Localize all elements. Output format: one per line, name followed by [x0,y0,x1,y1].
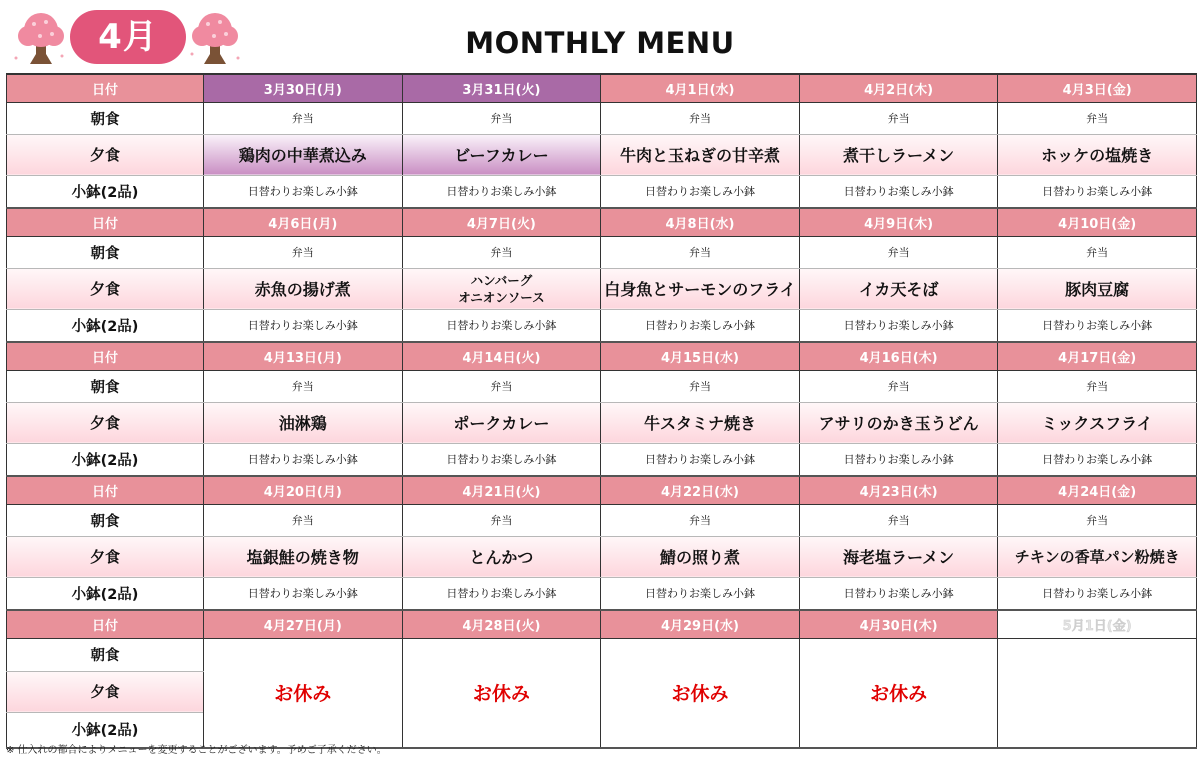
date-row [7,208,1197,236]
dinner-cell: 塩銀鮭の焼き物 [204,536,403,577]
sides-cell: 日替わりお楽しみ小鉢 [402,175,601,208]
sides-cell: 日替わりお楽しみ小鉢 [799,175,998,208]
date-cell: 3月30日(月) [204,74,403,102]
monthly-menu-table [6,73,1197,749]
date-cell: 4月21日(火) [402,476,601,504]
dinner-label: 夕食 [7,134,204,175]
dinner-cell: とんかつ [402,536,601,577]
dinner-cell: 煮干しラーメン [799,134,998,175]
dinner-row [7,268,1197,309]
sides-cell: 日替わりお楽しみ小鉢 [204,309,403,342]
date-cell: 4月24日(金) [998,476,1197,504]
date-cell: 4月7日(火) [402,208,601,236]
dinner-row [7,402,1197,443]
sides-cell: 日替わりお楽しみ小鉢 [204,577,403,610]
dinner-cell: 海老塩ラーメン [799,536,998,577]
date-cell: 4月14日(火) [402,342,601,370]
breakfast-cell: 弁当 [998,236,1197,268]
date-cell: 4月8日(水) [601,208,800,236]
date-row [7,74,1197,102]
footnote: ※ 仕入れの都合によりメニューを変更することがございます。予めご了承ください。 [6,745,387,756]
month-badge-text: 4月 [98,17,158,57]
dinner-cell: 牛スタミナ焼き [601,402,800,443]
closed-cell: お休み [402,638,601,748]
date-cell: 4月27日(月) [204,610,403,638]
breakfast-cell: 弁当 [799,236,998,268]
date-label: 日付 [7,476,204,504]
sides-cell: 日替わりお楽しみ小鉢 [799,443,998,476]
breakfast-row [7,102,1197,134]
sides-cell: 日替わりお楽しみ小鉢 [204,175,403,208]
sides-cell: 日替わりお楽しみ小鉢 [402,443,601,476]
date-label: 日付 [7,610,204,638]
cherry-blossom-tree-icon [186,8,244,66]
dinner-cell: 赤魚の揚げ煮 [204,268,403,309]
dinner-cell: アサリのかき玉うどん [799,402,998,443]
sides-cell: 日替わりお楽しみ小鉢 [204,443,403,476]
breakfast-cell: 弁当 [998,504,1197,536]
empty-cell [998,638,1197,748]
breakfast-cell: 弁当 [402,504,601,536]
dinner-row [7,134,1197,175]
breakfast-cell: 弁当 [204,370,403,402]
closed-cell: お休み [601,638,800,748]
dinner-cell: 牛肉と玉ねぎの甘辛煮 [601,134,800,175]
breakfast-label: 朝食 [7,638,204,671]
sides-cell: 日替わりお楽しみ小鉢 [799,309,998,342]
date-label: 日付 [7,342,204,370]
breakfast-cell: 弁当 [601,370,800,402]
date-cell: 4月3日(金) [998,74,1197,102]
sides-cell: 日替わりお楽しみ小鉢 [601,309,800,342]
breakfast-cell: 弁当 [998,370,1197,402]
sides-label: 小鉢(2品) [7,577,204,610]
breakfast-cell: 弁当 [998,102,1197,134]
dinner-cell: ビーフカレー [402,134,601,175]
breakfast-cell: 弁当 [799,102,998,134]
breakfast-cell: 弁当 [601,504,800,536]
date-cell: 4月22日(水) [601,476,800,504]
dinner-cell: 油淋鶏 [204,402,403,443]
date-cell: 4月17日(金) [998,342,1197,370]
sides-cell: 日替わりお楽しみ小鉢 [601,443,800,476]
breakfast-row [7,638,1197,671]
breakfast-cell: 弁当 [204,236,403,268]
sides-cell: 日替わりお楽しみ小鉢 [601,175,800,208]
dinner-cell: ミックスフライ [998,402,1197,443]
date-cell: 4月15日(水) [601,342,800,370]
breakfast-cell: 弁当 [402,370,601,402]
cherry-blossom-tree-icon [12,8,70,66]
breakfast-cell: 弁当 [601,102,800,134]
breakfast-cell: 弁当 [204,504,403,536]
date-cell: 4月30日(木) [799,610,998,638]
breakfast-row [7,370,1197,402]
sides-label: 小鉢(2品) [7,175,204,208]
date-label: 日付 [7,208,204,236]
dinner-line: オニオンソース [458,289,545,305]
sides-row [7,175,1197,208]
sides-label: 小鉢(2品) [7,712,204,748]
dinner-cell: 鯖の照り煮 [601,536,800,577]
dinner-row [7,536,1197,577]
sides-label: 小鉢(2品) [7,309,204,342]
breakfast-cell: 弁当 [799,504,998,536]
date-cell: 4月16日(木) [799,342,998,370]
sides-cell: 日替わりお楽しみ小鉢 [998,309,1197,342]
dinner-cell [402,268,601,309]
sides-cell: 日替わりお楽しみ小鉢 [799,577,998,610]
sides-cell: 日替わりお楽しみ小鉢 [402,577,601,610]
date-cell: 4月1日(水) [601,74,800,102]
sides-cell: 日替わりお楽しみ小鉢 [998,577,1197,610]
breakfast-cell: 弁当 [601,236,800,268]
date-cell: 4月10日(金) [998,208,1197,236]
month-badge-logo [12,4,250,66]
breakfast-label: 朝食 [7,102,204,134]
dinner-cell: ポークカレー [402,402,601,443]
dinner-cell: 白身魚とサーモンのフライ [601,268,800,309]
date-cell: 4月9日(木) [799,208,998,236]
dinner-cell: チキンの香草パン粉焼き [998,536,1197,577]
sides-label: 小鉢(2品) [7,443,204,476]
sides-row [7,443,1197,476]
date-cell: 4月2日(木) [799,74,998,102]
dinner-cell: 鶏肉の中華煮込み [204,134,403,175]
date-row [7,476,1197,504]
breakfast-row [7,504,1197,536]
breakfast-cell: 弁当 [799,370,998,402]
dinner-label: 夕食 [7,671,204,712]
date-row [7,610,1197,638]
dinner-cell: イカ天そば [799,268,998,309]
closed-cell: お休み [204,638,403,748]
breakfast-label: 朝食 [7,504,204,536]
breakfast-row [7,236,1197,268]
sides-cell: 日替わりお楽しみ小鉢 [998,175,1197,208]
sides-row [7,577,1197,610]
breakfast-cell: 弁当 [402,102,601,134]
date-row [7,342,1197,370]
date-cell: 5月1日(金) [998,610,1197,638]
breakfast-cell: 弁当 [402,236,601,268]
date-cell: 4月13日(月) [204,342,403,370]
dinner-label: 夕食 [7,536,204,577]
sides-cell: 日替わりお楽しみ小鉢 [402,309,601,342]
sides-cell: 日替わりお楽しみ小鉢 [601,577,800,610]
sides-cell: 日替わりお楽しみ小鉢 [998,443,1197,476]
date-cell: 3月31日(火) [402,74,601,102]
sides-row [7,309,1197,342]
date-cell: 4月29日(水) [601,610,800,638]
date-cell: 4月28日(火) [402,610,601,638]
dinner-cell: 豚肉豆腐 [998,268,1197,309]
breakfast-label: 朝食 [7,236,204,268]
page-title: MONTHLY MENU [465,26,735,60]
dinner-label: 夕食 [7,402,204,443]
dinner-label: 夕食 [7,268,204,309]
dinner-line: ハンバーグ [470,272,533,288]
dinner-cell: ホッケの塩焼き [998,134,1197,175]
breakfast-label: 朝食 [7,370,204,402]
date-label: 日付 [7,74,204,102]
date-cell: 4月6日(月) [204,208,403,236]
date-cell: 4月20日(月) [204,476,403,504]
breakfast-cell: 弁当 [204,102,403,134]
date-cell: 4月23日(木) [799,476,998,504]
closed-cell: お休み [799,638,998,748]
